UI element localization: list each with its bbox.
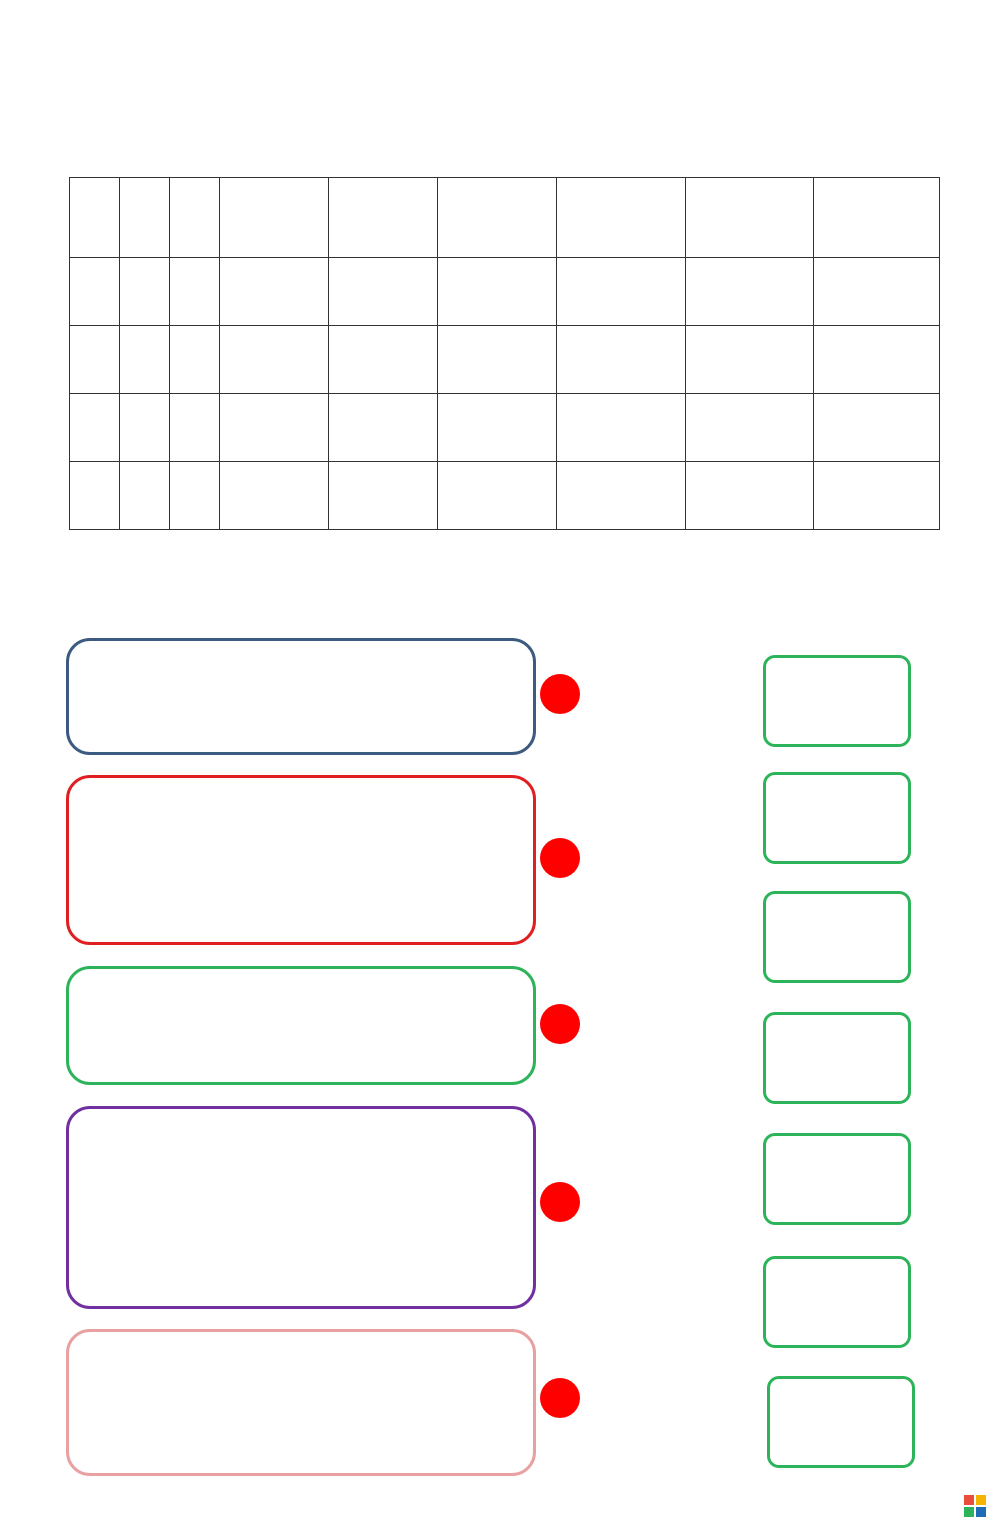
left-border (6, 0, 36, 1524)
answer-dropdown[interactable] (686, 258, 814, 326)
liveworksheets-logo[interactable] (964, 1492, 990, 1520)
header-cell (438, 178, 557, 258)
answer-dropdown[interactable] (220, 326, 329, 394)
bottom-border (0, 1478, 1000, 1518)
question-box-1 (66, 638, 536, 755)
header-cell (557, 178, 686, 258)
answer-dropdown[interactable] (814, 326, 940, 394)
header-cell (120, 178, 170, 258)
header-cell (329, 178, 438, 258)
match-dot-5[interactable] (540, 1378, 580, 1418)
answer-dropdown[interactable] (438, 394, 557, 462)
cell-c (170, 394, 220, 462)
table-row (70, 462, 940, 530)
cell-b (120, 326, 170, 394)
match-dot-4[interactable] (540, 1182, 580, 1222)
answer-dropdown[interactable] (438, 326, 557, 394)
answer-box[interactable] (763, 655, 911, 747)
cell-a (70, 326, 120, 394)
answer-dropdown[interactable] (329, 258, 438, 326)
answer-dropdown[interactable] (686, 326, 814, 394)
answer-dropdown[interactable] (329, 326, 438, 394)
match-dot-2[interactable] (540, 838, 580, 878)
table-header-row (70, 178, 940, 258)
header-cell (70, 178, 120, 258)
answer-dropdown[interactable] (814, 462, 940, 530)
answer-box[interactable] (763, 891, 911, 983)
answer-dropdown[interactable] (686, 462, 814, 530)
logo-badge-icon (964, 1495, 986, 1517)
cell-a (70, 258, 120, 326)
answer-dropdown[interactable] (220, 394, 329, 462)
answer-dropdown[interactable] (814, 258, 940, 326)
table-row (70, 258, 940, 326)
answer-dropdown[interactable] (220, 258, 329, 326)
answer-dropdown[interactable] (329, 462, 438, 530)
answer-dropdown[interactable] (438, 258, 557, 326)
cell-c (170, 258, 220, 326)
answer-dropdown[interactable] (220, 462, 329, 530)
section2-instruction (46, 576, 70, 620)
answer-dropdown[interactable] (686, 394, 814, 462)
header-cell (170, 178, 220, 258)
answer-dropdown[interactable] (557, 462, 686, 530)
cell-a (70, 394, 120, 462)
match-dot-3[interactable] (540, 1004, 580, 1044)
answer-dropdown[interactable] (814, 394, 940, 462)
answer-box[interactable] (763, 1133, 911, 1225)
cell-a (70, 462, 120, 530)
answer-box[interactable] (763, 772, 911, 864)
question-box-3 (66, 966, 536, 1085)
question-box-2 (66, 775, 536, 945)
answer-box[interactable] (763, 1256, 911, 1348)
answer-box[interactable] (767, 1376, 915, 1468)
header-cell (686, 178, 814, 258)
top-border (0, 8, 1000, 48)
answer-dropdown[interactable] (329, 394, 438, 462)
cell-c (170, 462, 220, 530)
answer-dropdown[interactable] (557, 394, 686, 462)
section1-instruction (46, 129, 70, 151)
cell-b (120, 462, 170, 530)
question-box-5 (66, 1329, 536, 1476)
header-cell (220, 178, 329, 258)
operations-table (69, 177, 940, 530)
cell-b (120, 394, 170, 462)
header-cell (814, 178, 940, 258)
answer-dropdown[interactable] (557, 326, 686, 394)
match-dot-1[interactable] (540, 674, 580, 714)
question-box-4 (66, 1106, 536, 1309)
table-row (70, 326, 940, 394)
cell-b (120, 258, 170, 326)
table-row (70, 394, 940, 462)
right-border (960, 0, 990, 1524)
cell-c (170, 326, 220, 394)
answer-box[interactable] (763, 1012, 911, 1104)
answer-dropdown[interactable] (438, 462, 557, 530)
answer-dropdown[interactable] (557, 258, 686, 326)
